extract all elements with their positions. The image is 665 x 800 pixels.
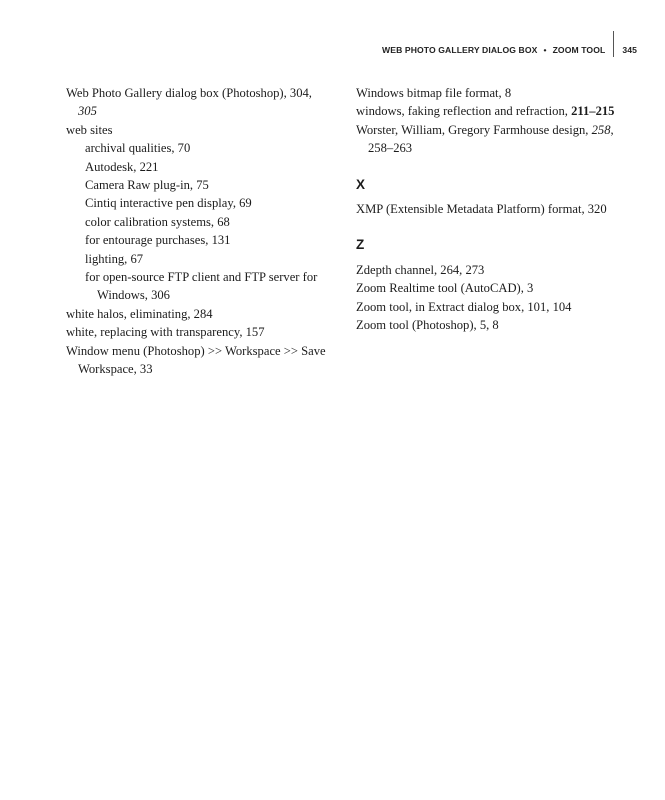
index-entry: Web Photo Gallery dialog box (Photoshop), 304, 305 xyxy=(66,86,312,119)
index-entry: Windows bitmap file format, 8 xyxy=(356,86,512,100)
italic-page-ref: 258 xyxy=(591,122,611,137)
index-subentry: color calibration systems, 68 xyxy=(85,214,230,229)
index-entry: Zoom tool (Photoshop), 5, 8 xyxy=(356,318,499,333)
index-subentry: archival qualities, 70 xyxy=(85,141,191,156)
index-entry: web sites xyxy=(66,122,113,137)
section-letter-x: X xyxy=(356,176,366,192)
index-entry: Worster, William, Gregory Farmhouse design, 258, 258–263 xyxy=(356,122,614,156)
bold-page-ref: 211–215 xyxy=(571,104,615,119)
index-column-left xyxy=(66,84,328,379)
index-entry: XMP (Extensible Metadata Platform) format, 320 xyxy=(356,202,607,217)
running-head-right: ZOOM TOOL xyxy=(552,45,606,55)
index-column-right xyxy=(356,84,618,334)
index-entry: windows, faking reflection and refraction, 211–215 xyxy=(356,104,615,119)
running-head-left: WEB PHOTO GALLERY DIALOG BOX xyxy=(382,45,538,55)
index-entry: Zoom Realtime tool (AutoCAD), 3 xyxy=(356,281,534,296)
section-letter-z: Z xyxy=(356,237,365,253)
index-subentry: lighting, 67 xyxy=(85,251,144,266)
page-number: 345 xyxy=(622,45,637,55)
index-subentry: Camera Raw plug-in, 75 xyxy=(85,178,209,193)
header-divider xyxy=(613,31,614,57)
index-entry: white halos, eliminating, 284 xyxy=(66,306,213,321)
index-entry: Window menu (Photoshop) >> Workspace >> Save Workspace, 33 xyxy=(66,343,326,377)
index-subentry: Cintiq interactive pen display, 69 xyxy=(85,196,252,211)
running-header xyxy=(382,37,637,63)
index-entry: Zoom tool, in Extract dialog box, 101, 104 xyxy=(356,299,572,314)
italic-page-ref: 305 xyxy=(78,104,97,119)
header-bullet: • xyxy=(543,45,547,55)
index-subentry: for entourage purchases, 131 xyxy=(85,233,231,248)
index-entry: white, replacing with transparency, 157 xyxy=(66,325,265,340)
index-subentry: Autodesk, 221 xyxy=(85,159,159,174)
index-entry: Zdepth channel, 264, 273 xyxy=(356,262,485,277)
index-subentry: for open-source FTP client and FTP server for Windows, 306 xyxy=(85,270,318,303)
